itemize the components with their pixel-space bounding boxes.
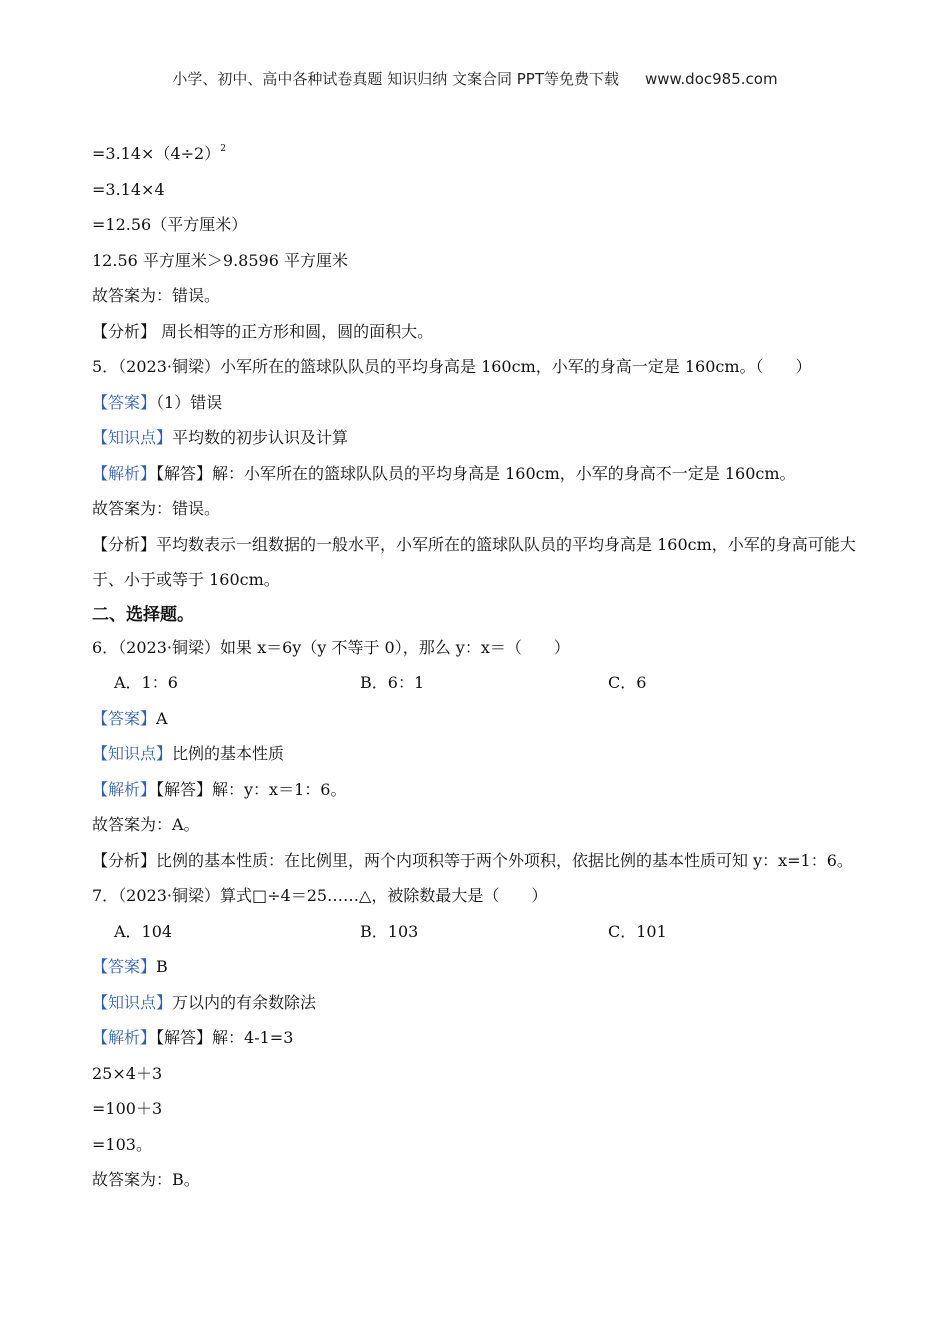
explanation-text: 【解答】解：4-1=3 [156,1028,294,1047]
answer-tag: 【答案】 [92,392,157,412]
calc-line: =103。 [92,1134,152,1154]
calc-line: =100＋3 [92,1099,163,1118]
answer-text: A [156,708,168,728]
question-7: 7．（2023·铜梁）算式□÷4＝25……△，被除数最大是（ ） [92,886,548,905]
knowledge-tag: 【知识点】 [92,744,173,763]
header-text: 小学、初中、高中各种试卷真题 知识归纳 文案合同 PPT等免费下载 [172,70,619,88]
section-title: 二、选择题。 [92,604,194,625]
knowledge-text: 平均数的初步认识及计算 [172,428,349,447]
option-a: A．1：6 [114,673,178,692]
q7-answer [92,949,862,985]
question-5: 5．（2023·铜梁）小军所在的篮球队队员的平均身高是 160cm，小军的身高一定是 160cm。（ ） [92,357,812,376]
header-site-link[interactable]: www.doc985.com [644,70,778,88]
q6-analysis: 【分析】比例的基本性质：在比例里，两个内项积等于两个外项积，依据比例的基本性质可知 y：x=1：6。 [92,850,853,870]
q5-analysis: 【分析】平均数表示一组数据的一般水平，小军所在的篮球队队员的平均身高是 160cm，小军的身高可能大于、小于或等于 160cm。 [92,534,856,589]
question-6: 6．（2023·铜梁）如果 x＝6y（y 不等于 0），那么 y：x＝（ ） [92,637,570,657]
option-b: B．6：1 [360,673,425,692]
explanation-text: 【解答】解：y：x＝1：6。 [156,779,347,799]
analysis-tag: 【分析】 [92,321,157,341]
option-a: A．104 [114,921,173,941]
calc-line: 25×4＋3 [92,1063,163,1083]
explanation-tag: 【解析】 [92,779,157,799]
document-body [92,132,862,1198]
q5-explanation [92,456,862,492]
option-c: C．101 [608,921,667,941]
calc-text: =3.14×（4÷2） [92,144,221,163]
answer-tag: 【答案】 [92,708,157,728]
answer-text: （1）错误 [156,392,223,412]
knowledge-text: 比例的基本性质 [172,744,285,763]
q5-answer [92,385,862,421]
option-b: B．103 [360,921,419,941]
q7-options [92,914,862,950]
analysis-text: 周长相等的正方形和圆，圆的面积大。 [156,321,434,341]
knowledge-tag: 【知识点】 [92,428,173,447]
q6-explanation [92,772,862,808]
page-header [0,68,950,89]
explanation-tag: 【解析】 [92,463,157,483]
calc-line: =12.56（平方厘米） [92,215,248,234]
q7-explanation [92,1020,862,1056]
comparison-line: 12.56 平方厘米＞9.8596 平方厘米 [92,250,348,270]
analysis-line [92,314,862,350]
answer-text: B [156,957,168,976]
q7-conclusion: 故答案为：B。 [92,1170,200,1189]
q7-knowledge-point [92,985,862,1021]
knowledge-tag: 【知识点】 [92,992,173,1012]
q6-options [92,665,862,701]
exponent: 2 [220,144,226,154]
calc-line: =3.14×4 [92,179,165,199]
q6-answer [92,701,862,737]
conclusion-line: 故答案为：错误。 [92,286,221,305]
q6-knowledge-point [92,736,862,772]
explanation-tag: 【解析】 [92,1028,157,1047]
q5-conclusion: 故答案为：错误。 [92,499,221,518]
answer-tag: 【答案】 [92,957,157,976]
option-c: C．6 [608,673,647,692]
q5-knowledge-point [92,420,862,456]
calc-line [92,132,862,172]
explanation-text: 【解答】解：小军所在的篮球队队员的平均身高是 160cm，小军的身高不一定是 160cm。 [156,463,796,483]
q6-conclusion: 故答案为：A。 [92,815,200,834]
knowledge-text: 万以内的有余数除法 [172,992,317,1012]
